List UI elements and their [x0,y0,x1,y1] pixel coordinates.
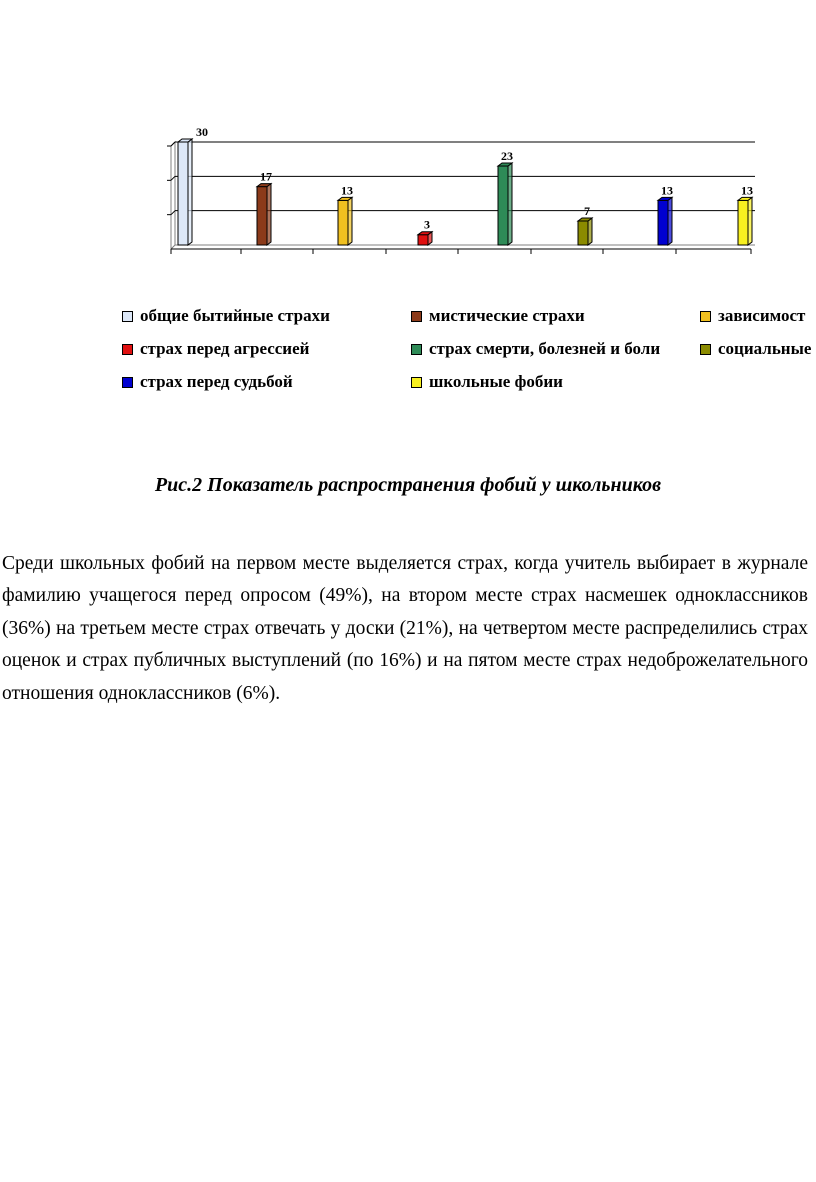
bar-front [338,200,348,245]
legend-label: социальные [718,339,812,358]
paragraph: Среди школьных фобий на первом месте выделяется страх, когда учитель выбирает в журнале фамилию учащегося перед опросом (49%), на втором месте страх насмешек одноклассников (36%) на третьем месте страх отвечать у доски (21%), на четвертом месте распределились страх оценок и страх публичных выступлений (по 16%) и на пятом месте страх недоброжелательного отношения одноклассников (6%). [2,553,808,704]
data-label: 23 [501,149,513,164]
bar-side [508,163,512,245]
data-label: 13 [741,183,753,198]
data-label: 7 [584,203,590,218]
bar-chart [0,0,816,300]
bar [658,197,672,245]
legend-swatch [411,344,422,355]
bar-front [658,200,668,245]
legend-item [411,339,660,359]
figure-caption: Рис.2 Показатель распространения фобий у школьников [154,474,662,496]
bar [178,139,192,245]
legend-label: страх перед агрессией [140,339,310,358]
legend-item [700,306,805,326]
legend-item [411,372,563,392]
legend-item [122,339,309,359]
legend-swatch [700,344,711,355]
legend-item [122,372,293,392]
legend-swatch [122,344,133,355]
bar-side [588,218,592,245]
legend-swatch [411,311,422,322]
bar-side [348,197,352,245]
bar-front [257,187,267,245]
legend-label: мистические страхи [429,306,585,325]
legend-item [122,306,330,326]
bar [578,218,592,245]
data-label: 3 [424,217,430,232]
data-label: 30 [196,125,208,139]
data-label: 13 [341,183,353,198]
legend-label: общие бытийные страхи [140,306,330,325]
legend-swatch [122,311,133,322]
legend-swatch [700,311,711,322]
bar-side [668,197,672,245]
legend-swatch [122,377,133,388]
chart-legend [122,306,816,396]
data-label: 17 [260,169,272,184]
bar [338,197,352,245]
chart-left-wall [171,142,175,249]
legend-swatch [411,377,422,388]
legend-label: школьные фобии [429,372,563,391]
legend-label: страх перед судьбой [140,372,293,391]
bar-side [267,184,271,245]
bar-front [498,166,508,245]
bar-front [418,235,428,245]
bar-side [748,197,752,245]
bar-front [578,221,588,245]
legend-label: страх смерти, болезней и боли [429,339,661,358]
bar-front [178,142,188,245]
legend-label: зависимост [718,306,806,325]
bar [498,163,512,245]
bar-front [738,200,748,245]
legend-item [700,339,811,359]
data-label: 13 [661,183,673,198]
body-text [2,548,808,710]
bar [738,197,752,245]
bar-side [188,139,192,245]
legend-item [411,306,585,326]
bar [418,232,432,245]
bar [257,184,271,245]
